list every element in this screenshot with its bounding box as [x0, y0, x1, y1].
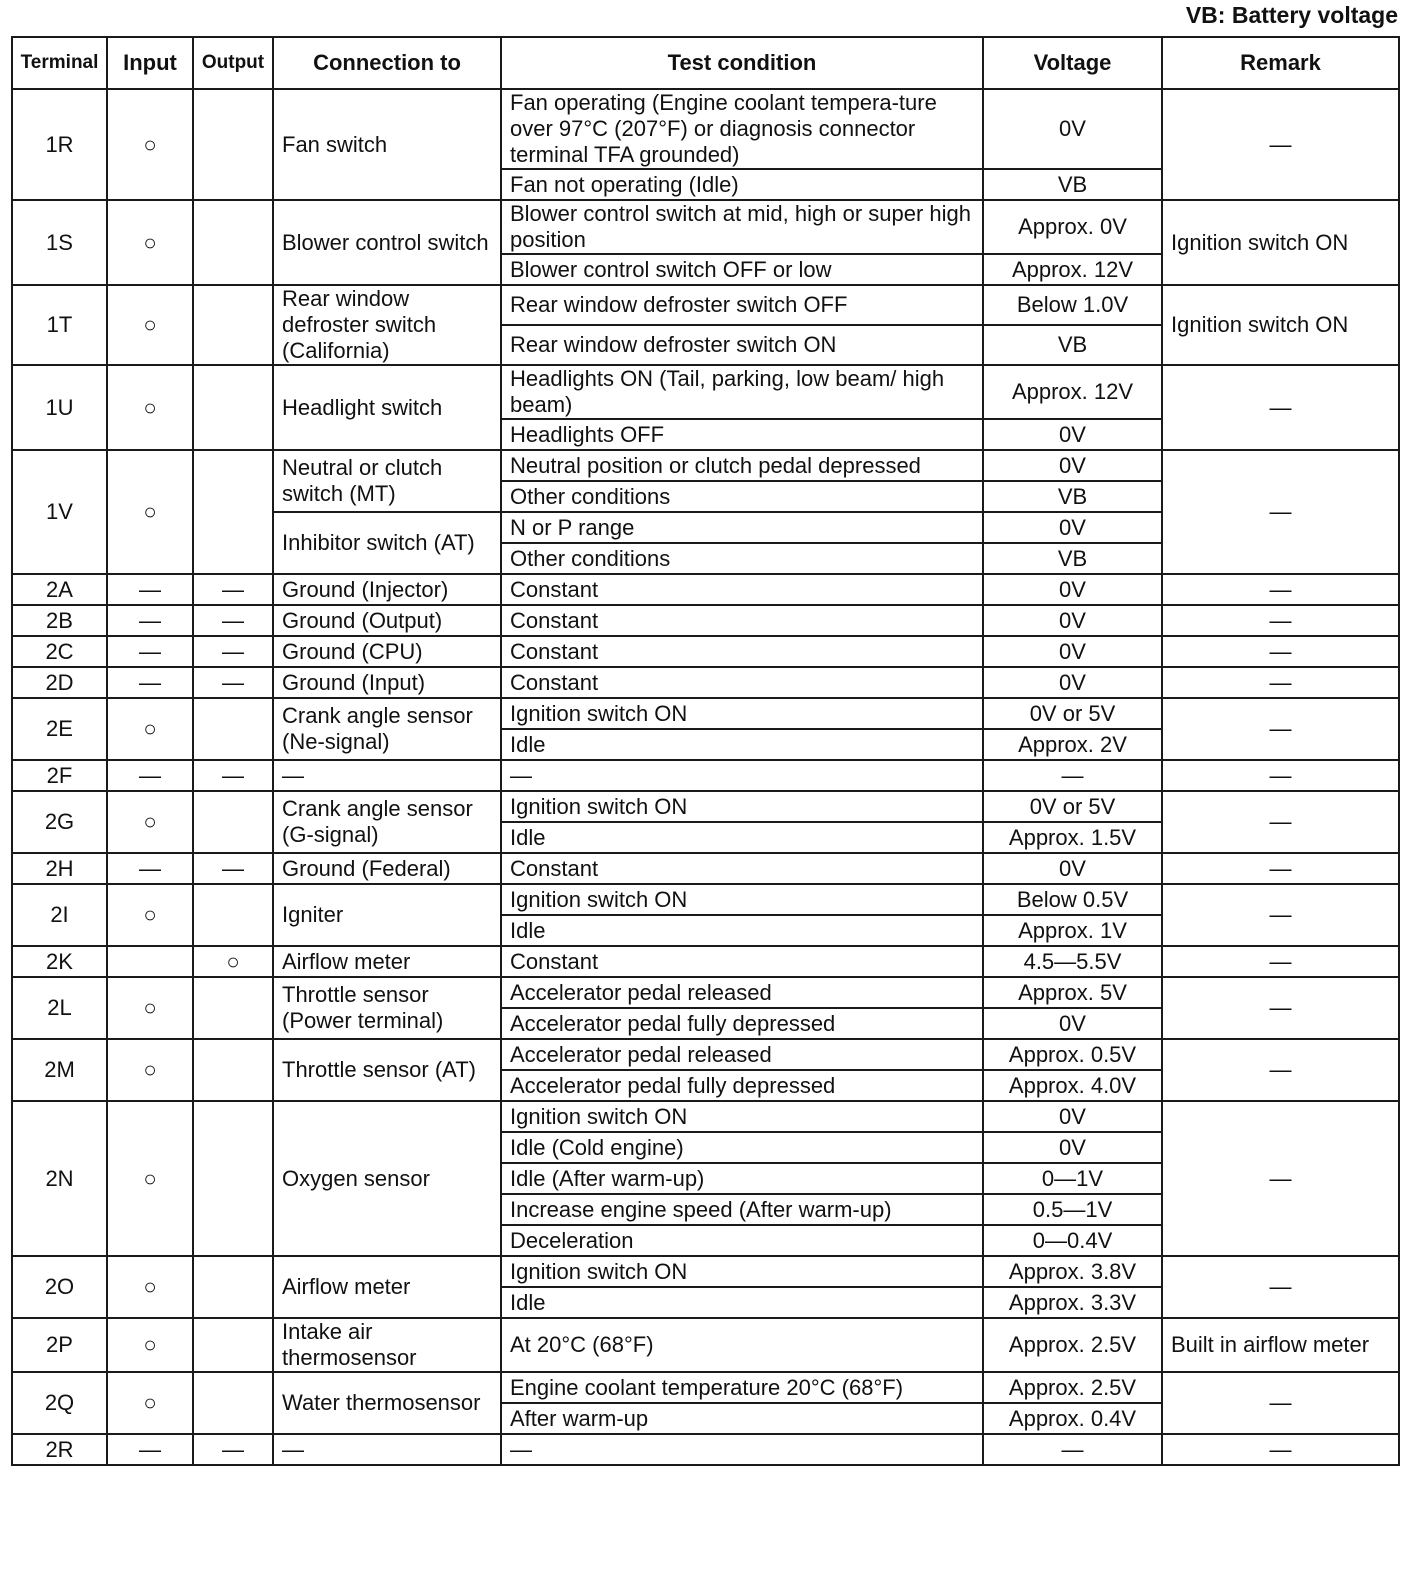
input-cell: — — [107, 667, 193, 698]
voltage-cell: Approx. 3.8V — [983, 1256, 1162, 1287]
output-cell — [193, 1101, 273, 1256]
output-cell — [193, 89, 273, 200]
test-condition-cell: Idle (Cold engine) — [501, 1132, 983, 1163]
voltage-cell: Approx. 3.3V — [983, 1287, 1162, 1318]
voltage-cell: Approx. 2.5V — [983, 1372, 1162, 1403]
voltage-cell: 0V — [983, 89, 1162, 169]
table-row — [12, 1101, 1399, 1132]
voltage-cell: 0V — [983, 419, 1162, 450]
test-condition-cell: Rear window defroster switch OFF — [501, 285, 983, 325]
table-row — [12, 1318, 1399, 1372]
voltage-cell: 0V — [983, 636, 1162, 667]
voltage-cell: — — [983, 1434, 1162, 1465]
remark-cell: — — [1162, 1434, 1399, 1465]
test-condition-cell: Constant — [501, 667, 983, 698]
test-condition-cell: Constant — [501, 636, 983, 667]
connection-cell: Oxygen sensor — [273, 1101, 501, 1256]
output-cell: — — [193, 605, 273, 636]
table-body — [12, 89, 1399, 1465]
test-condition-cell: At 20°C (68°F) — [501, 1318, 983, 1372]
table-row — [12, 574, 1399, 605]
output-cell — [193, 698, 273, 760]
connection-cell: Crank angle sensor (G-signal) — [273, 791, 501, 853]
test-condition-cell: — — [501, 760, 983, 791]
output-cell — [193, 977, 273, 1039]
connection-cell: Ground (Injector) — [273, 574, 501, 605]
input-cell: ○ — [107, 698, 193, 760]
table-row — [12, 285, 1399, 325]
input-cell: ○ — [107, 791, 193, 853]
test-condition-cell: Accelerator pedal released — [501, 1039, 983, 1070]
voltage-cell: Below 0.5V — [983, 884, 1162, 915]
voltage-cell: — — [983, 760, 1162, 791]
terminal-cell: 2M — [12, 1039, 107, 1101]
test-condition-cell: Headlights ON (Tail, parking, low beam/ high beam) — [501, 365, 983, 419]
test-condition-cell: Constant — [501, 574, 983, 605]
terminal-cell: 2Q — [12, 1372, 107, 1434]
test-condition-cell: After warm-up — [501, 1403, 983, 1434]
remark-cell: — — [1162, 946, 1399, 977]
remark-cell: — — [1162, 1372, 1399, 1434]
remark-cell: — — [1162, 605, 1399, 636]
output-cell — [193, 1256, 273, 1318]
voltage-cell: Below 1.0V — [983, 285, 1162, 325]
test-condition-cell: Idle — [501, 1287, 983, 1318]
col-header-input: Input — [107, 37, 193, 89]
test-condition-cell: Idle — [501, 729, 983, 760]
voltage-cell: 0V or 5V — [983, 791, 1162, 822]
terminal-cell: 1S — [12, 200, 107, 285]
output-cell — [193, 365, 273, 450]
test-condition-cell: Ignition switch ON — [501, 884, 983, 915]
output-cell — [193, 791, 273, 853]
table-row — [12, 760, 1399, 791]
input-cell: ○ — [107, 89, 193, 200]
test-condition-cell: Other conditions — [501, 543, 983, 574]
table-row — [12, 636, 1399, 667]
test-condition-cell: Rear window defroster switch ON — [501, 325, 983, 365]
terminal-cell: 2N — [12, 1101, 107, 1256]
terminal-cell: 2D — [12, 667, 107, 698]
output-cell: — — [193, 760, 273, 791]
terminal-cell: 2F — [12, 760, 107, 791]
terminal-cell: 2B — [12, 605, 107, 636]
voltage-cell: 0V — [983, 667, 1162, 698]
test-condition-cell: Accelerator pedal fully depressed — [501, 1070, 983, 1101]
voltage-cell: 0—1V — [983, 1163, 1162, 1194]
voltage-cell: 0V — [983, 605, 1162, 636]
output-cell — [193, 884, 273, 946]
test-condition-cell: Fan not operating (Idle) — [501, 169, 983, 200]
input-cell: ○ — [107, 977, 193, 1039]
remark-cell: — — [1162, 636, 1399, 667]
input-cell: — — [107, 1434, 193, 1465]
voltage-cell: 0V — [983, 1132, 1162, 1163]
input-cell: ○ — [107, 1039, 193, 1101]
output-cell: ○ — [193, 946, 273, 977]
remark-cell: — — [1162, 1039, 1399, 1101]
test-condition-cell: Deceleration — [501, 1225, 983, 1256]
remark-cell: — — [1162, 1256, 1399, 1318]
voltage-cell: Approx. 0.5V — [983, 1039, 1162, 1070]
input-cell: ○ — [107, 884, 193, 946]
test-condition-cell: Ignition switch ON — [501, 791, 983, 822]
connection-cell: Crank angle sensor (Ne-signal) — [273, 698, 501, 760]
voltage-cell: 0V — [983, 1008, 1162, 1039]
test-condition-cell: Ignition switch ON — [501, 1101, 983, 1132]
col-header-terminal: Terminal — [12, 37, 107, 89]
connection-cell: Intake air thermosensor — [273, 1318, 501, 1372]
col-header-output: Output — [193, 37, 273, 89]
remark-cell: — — [1162, 1101, 1399, 1256]
input-cell: ○ — [107, 1256, 193, 1318]
col-header-connection: Connection to — [273, 37, 501, 89]
connection-cell: Ground (CPU) — [273, 636, 501, 667]
voltage-cell: 0.5—1V — [983, 1194, 1162, 1225]
output-cell — [193, 200, 273, 285]
terminal-cell: 2O — [12, 1256, 107, 1318]
remark-cell: — — [1162, 574, 1399, 605]
output-cell — [193, 1039, 273, 1101]
test-condition-cell: Ignition switch ON — [501, 1256, 983, 1287]
connection-cell: Water thermosensor — [273, 1372, 501, 1434]
terminal-cell: 1R — [12, 89, 107, 200]
remark-cell: — — [1162, 977, 1399, 1039]
table-row — [12, 853, 1399, 884]
input-cell: ○ — [107, 200, 193, 285]
connection-cell: Rear window defroster switch (California) — [273, 285, 501, 365]
voltage-cell: Approx. 2V — [983, 729, 1162, 760]
terminal-cell: 2C — [12, 636, 107, 667]
input-cell: ○ — [107, 1372, 193, 1434]
input-cell — [107, 946, 193, 977]
connection-cell: Airflow meter — [273, 1256, 501, 1318]
connection-cell: Igniter — [273, 884, 501, 946]
remark-cell: — — [1162, 450, 1399, 574]
test-condition-cell: Idle — [501, 822, 983, 853]
voltage-cell: 0V — [983, 1101, 1162, 1132]
terminal-cell: 2I — [12, 884, 107, 946]
remark-cell: — — [1162, 791, 1399, 853]
test-condition-cell: Engine coolant temperature 20°C (68°F) — [501, 1372, 983, 1403]
test-condition-cell: Constant — [501, 853, 983, 884]
remark-cell: — — [1162, 89, 1399, 200]
remark-cell: — — [1162, 760, 1399, 791]
output-cell: — — [193, 853, 273, 884]
voltage-cell: VB — [983, 543, 1162, 574]
input-cell: ○ — [107, 450, 193, 574]
remark-cell: Built in airflow meter — [1162, 1318, 1399, 1372]
remark-cell: — — [1162, 884, 1399, 946]
connection-cell: Neutral or clutch switch (MT) — [273, 450, 501, 512]
test-condition-cell: Neutral position or clutch pedal depressed — [501, 450, 983, 481]
input-cell: ○ — [107, 285, 193, 365]
table-row — [12, 1039, 1399, 1070]
test-condition-cell: Other conditions — [501, 481, 983, 512]
remark-cell: Ignition switch ON — [1162, 285, 1399, 365]
input-cell: ○ — [107, 365, 193, 450]
test-condition-cell: Headlights OFF — [501, 419, 983, 450]
voltage-cell: Approx. 12V — [983, 365, 1162, 419]
voltage-cell: 4.5—5.5V — [983, 946, 1162, 977]
remark-cell: — — [1162, 365, 1399, 450]
table-row — [12, 977, 1399, 1008]
terminal-cell: 2K — [12, 946, 107, 977]
remark-cell: Ignition switch ON — [1162, 200, 1399, 285]
connection-cell: Throttle sensor (Power terminal) — [273, 977, 501, 1039]
input-cell: — — [107, 760, 193, 791]
input-cell: ○ — [107, 1101, 193, 1256]
test-condition-cell: Idle — [501, 915, 983, 946]
table-row — [12, 200, 1399, 254]
connection-cell: — — [273, 1434, 501, 1465]
terminal-cell: 2E — [12, 698, 107, 760]
test-condition-cell: Fan operating (Engine coolant tempera-ture over 97°C (207°F) or diagnosis connector terminal TFA grounded) — [501, 89, 983, 169]
voltage-cell: Approx. 4.0V — [983, 1070, 1162, 1101]
col-header-remark: Remark — [1162, 37, 1399, 89]
test-condition-cell: Blower control switch OFF or low — [501, 254, 983, 285]
connection-cell: Ground (Federal) — [273, 853, 501, 884]
connection-cell: Ground (Input) — [273, 667, 501, 698]
ecu-terminal-table — [11, 36, 1400, 1466]
test-condition-cell: Idle (After warm-up) — [501, 1163, 983, 1194]
output-cell — [193, 285, 273, 365]
col-header-voltage: Voltage — [983, 37, 1162, 89]
terminal-cell: 2H — [12, 853, 107, 884]
connection-cell: Fan switch — [273, 89, 501, 200]
remark-cell: — — [1162, 698, 1399, 760]
table-row — [12, 605, 1399, 636]
test-condition-cell: N or P range — [501, 512, 983, 543]
voltage-cell: VB — [983, 481, 1162, 512]
input-cell: — — [107, 853, 193, 884]
input-cell: ○ — [107, 1318, 193, 1372]
connection-cell: Blower control switch — [273, 200, 501, 285]
connection-cell: — — [273, 760, 501, 791]
table-row — [12, 884, 1399, 915]
terminal-cell: 2A — [12, 574, 107, 605]
test-condition-cell: Accelerator pedal fully depressed — [501, 1008, 983, 1039]
voltage-cell: VB — [983, 169, 1162, 200]
col-header-test-condition: Test condition — [501, 37, 983, 89]
voltage-cell: Approx. 12V — [983, 254, 1162, 285]
output-cell — [193, 450, 273, 574]
test-condition-cell: — — [501, 1434, 983, 1465]
table-row — [12, 365, 1399, 419]
voltage-cell: 0V or 5V — [983, 698, 1162, 729]
voltage-cell: 0V — [983, 512, 1162, 543]
terminal-cell: 1T — [12, 285, 107, 365]
terminal-cell: 2P — [12, 1318, 107, 1372]
remark-cell: — — [1162, 667, 1399, 698]
output-cell — [193, 1318, 273, 1372]
test-condition-cell: Ignition switch ON — [501, 698, 983, 729]
voltage-cell: Approx. 1V — [983, 915, 1162, 946]
voltage-cell: Approx. 0V — [983, 200, 1162, 254]
header-row — [12, 37, 1399, 89]
terminal-cell: 2R — [12, 1434, 107, 1465]
connection-cell: Ground (Output) — [273, 605, 501, 636]
table-row — [12, 698, 1399, 729]
test-condition-cell: Accelerator pedal released — [501, 977, 983, 1008]
table-row — [12, 1256, 1399, 1287]
output-cell — [193, 1372, 273, 1434]
terminal-cell: 1V — [12, 450, 107, 574]
output-cell: — — [193, 574, 273, 605]
table-row — [12, 1434, 1399, 1465]
voltage-cell: Approx. 0.4V — [983, 1403, 1162, 1434]
test-condition-cell: Constant — [501, 946, 983, 977]
test-condition-cell: Blower control switch at mid, high or super high position — [501, 200, 983, 254]
voltage-cell: Approx. 2.5V — [983, 1318, 1162, 1372]
table-row — [12, 667, 1399, 698]
voltage-cell: 0—0.4V — [983, 1225, 1162, 1256]
input-cell: — — [107, 605, 193, 636]
voltage-cell: VB — [983, 325, 1162, 365]
table-row — [12, 450, 1399, 481]
terminal-cell: 2G — [12, 791, 107, 853]
voltage-cell: 0V — [983, 574, 1162, 605]
input-cell: — — [107, 636, 193, 667]
connection-cell: Airflow meter — [273, 946, 501, 977]
output-cell: — — [193, 667, 273, 698]
terminal-cell: 2L — [12, 977, 107, 1039]
test-condition-cell: Increase engine speed (After warm-up) — [501, 1194, 983, 1225]
connection-cell: Inhibitor switch (AT) — [273, 512, 501, 574]
connection-cell: Throttle sensor (AT) — [273, 1039, 501, 1101]
voltage-cell: 0V — [983, 853, 1162, 884]
connection-cell: Headlight switch — [273, 365, 501, 450]
output-cell: — — [193, 1434, 273, 1465]
voltage-cell: 0V — [983, 450, 1162, 481]
remark-cell: — — [1162, 853, 1399, 884]
table-row — [12, 791, 1399, 822]
terminal-cell: 1U — [12, 365, 107, 450]
table-row — [12, 946, 1399, 977]
output-cell: — — [193, 636, 273, 667]
table-row — [12, 89, 1399, 169]
voltage-cell: Approx. 5V — [983, 977, 1162, 1008]
battery-voltage-note: VB: Battery voltage — [1185, 2, 1398, 28]
voltage-cell: Approx. 1.5V — [983, 822, 1162, 853]
test-condition-cell: Constant — [501, 605, 983, 636]
input-cell: — — [107, 574, 193, 605]
table-row — [12, 1372, 1399, 1403]
